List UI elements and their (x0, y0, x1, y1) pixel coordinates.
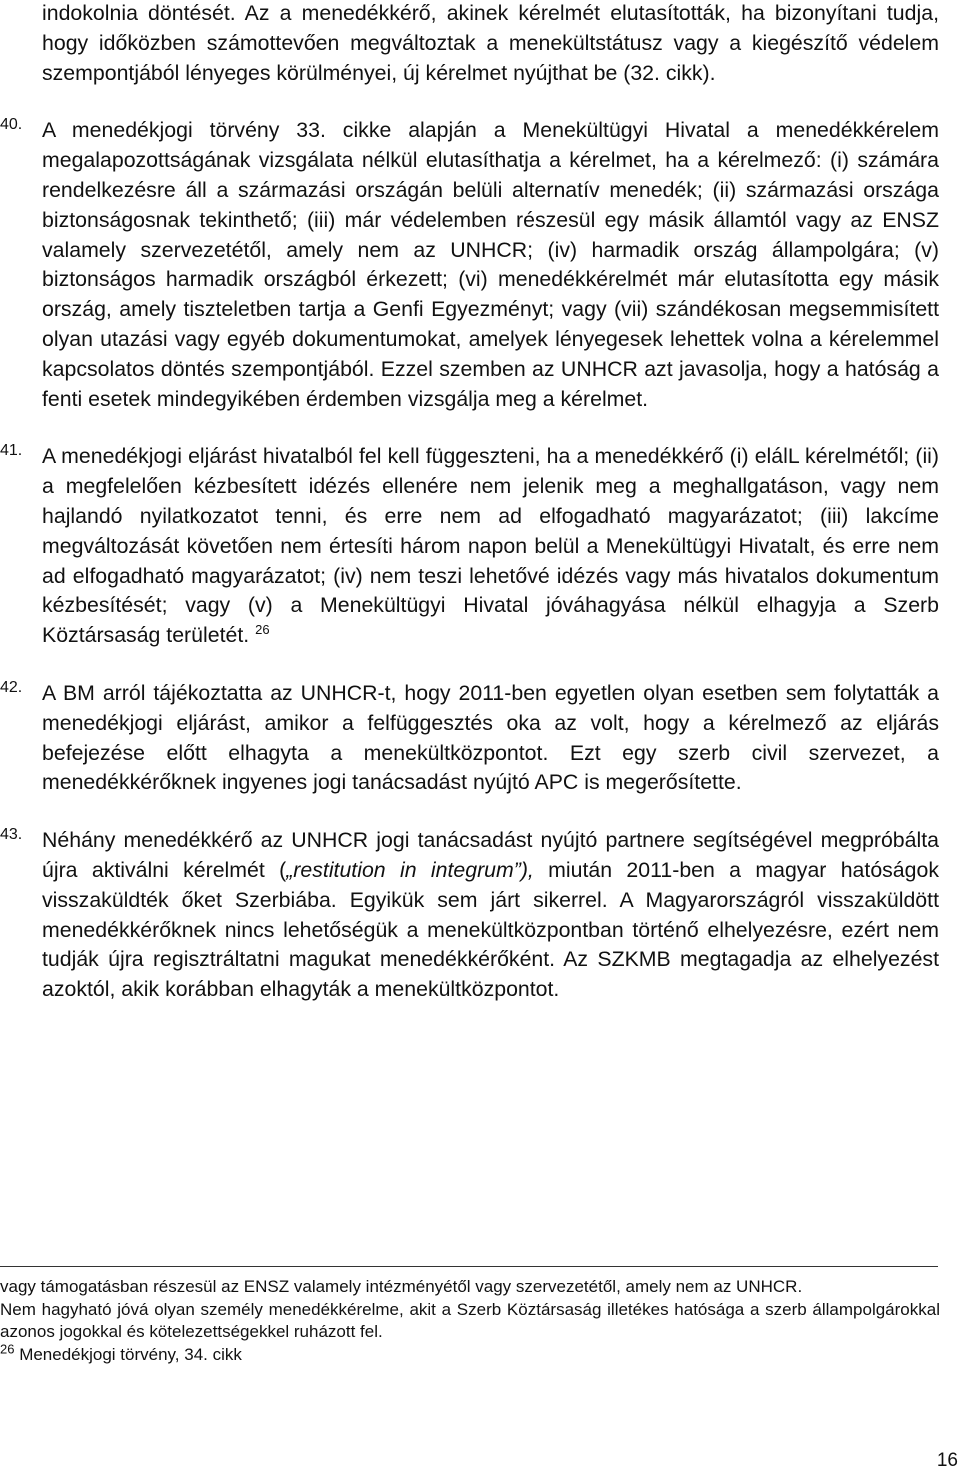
paragraph-text: A menedékjogi törvény 33. cikke alapján a Menekültügyi Hivatal a menedékkérelem megalapozottságának vizsgálata nélkül elutasíthatja a kérelmet, ha a kérelmező: (i) számára rendelkezésre áll a származási országán belüli alternatív menedék; (ii) származási országa biztonságosnak tekinthető; (iii) már védelemben részesül egy másik államtól vagy az ENSZ valamely szervezetétől, amely nem az UNHCR; (iv) harmadik ország állampolgára; (v) biztonságos harmadik országból érkezett; (vi) menedékkérelmét már elutasította egy másik ország, amely tiszteletben tartja a Genfi Egyezményt; vagy (vii) szándékosan megsemmisített olyan utazási vagy egyéb dokumentumokat, amelyek lényegesek lehettek volna a kérelemmel kapcsolatos döntés szempontjából. Ezzel szemben az UNHCR azt javasolja, hogy a hatóság a fenti esetek mindegyikében érdemben vizsgálja meg a kérelmet. (42, 118, 939, 411)
latin-term: „restitution in integrum”), (286, 857, 534, 882)
paragraph-41 (0, 442, 939, 651)
paragraph-text: A BM arról tájékoztatta az UNHCR-t, hogy 2011-ben egyetlen olyan esetben sem folytatták a menedékjogi eljárást, amikor a felfüggesztés oka az volt, hogy a kérelmező az eljárás befejezése előtt elhagyta a menekültközpontot. Ezt egy szerb civil szervezet, a menedékkérőknek ingyenes jogi tanácsadást nyújtó APC is megerősítette. (42, 680, 939, 795)
paragraph-number: 43. (0, 826, 23, 844)
paragraph-text (42, 442, 939, 651)
paragraph-42 (0, 678, 939, 798)
footnote-number: 26 (0, 1341, 15, 1357)
paragraph-40 (0, 116, 939, 414)
paragraph-body-after: miután 2011-ben a magyar hatóságok visszaküldték őket Szerbiába. Egyikük sem járt sikerrel. A Magyarországról visszaküldött menedékkérőknek nincs lehetőségük a menekültközpontban történő elhelyezésre, ezért nem tudják újra regisztráltatni magukat menedékkérőként. Az SZKMB megtagadja az elhelyezést azoktól, akik korábban elhagyták a menekültközpontot. (42, 857, 939, 1002)
paragraph-text (42, 826, 939, 1005)
footnotes (0, 1276, 940, 1366)
paragraph-body: A menedékjogi eljárást hivatalból fel kell függeszteni, ha a menedékkérő (i) elálL kérelmétől; (ii) a megfelelően kézbesített idézés ellenére nem jelenik meg a meghallgatáson, vagy nem hajlandó nyilatkozatot tenni, és erre nem ad elfogadható magyarázatot; (iii) lakcíme megváltozását követően nem értesíti három napon belül a Menekültügyi Hivatalt, és erre nem ad elfogadható magyarázatot; (iv) nem teszi lehetővé idézés vagy más hivatalos dokumentum kézbesítését; vagy (v) a Menekültügyi Hivatal jóváhagyása nélkül elhagyja a Szerb Köztársaság területét. (42, 444, 939, 648)
footnote-text: Menedékjogi törvény, 34. cikk (14, 1344, 242, 1364)
footnote-26 (0, 1341, 940, 1367)
footnote-continuation-2: Nem hagyható jóvá olyan személy menedékkérelme, akit a Szerb Köztársaság illetékes hatósága a szerb állampolgárokkal azonos jogokkal és kötelezettségekkel ruházott fel. (0, 1299, 940, 1342)
footnote-ref-26[interactable]: 26 (255, 622, 270, 638)
paragraph-body-before: Néhány menedékkérő az UNHCR jogi tanácsadást nyújtó partnere segítségével megpróbálta újra aktiválni kérelmét ( (42, 828, 939, 882)
paragraph-43 (0, 826, 939, 1005)
footnote-continuation-1: vagy támogatásban részesül az ENSZ valamely intézményétől vagy szervezetétől, amely nem az UNHCR. (0, 1277, 803, 1296)
paragraph-number: 42. (0, 678, 23, 696)
paragraph-number: 40. (0, 116, 23, 134)
paragraph-number: 41. (0, 442, 23, 460)
page-number: 16 (936, 1450, 958, 1471)
footnote-separator (0, 1266, 938, 1267)
intro-paragraph: indokolnia döntését. Az a menedékkérő, akinek kérelmét elutasították, ha bizonyítani tudja, hogy időközben számottevően megváltoztak a menekültstátusz vagy a kiegészítő védelem szempontjából lényeges körülményei, új kérelmet nyújthat be (32. cikk). (42, 1, 939, 85)
